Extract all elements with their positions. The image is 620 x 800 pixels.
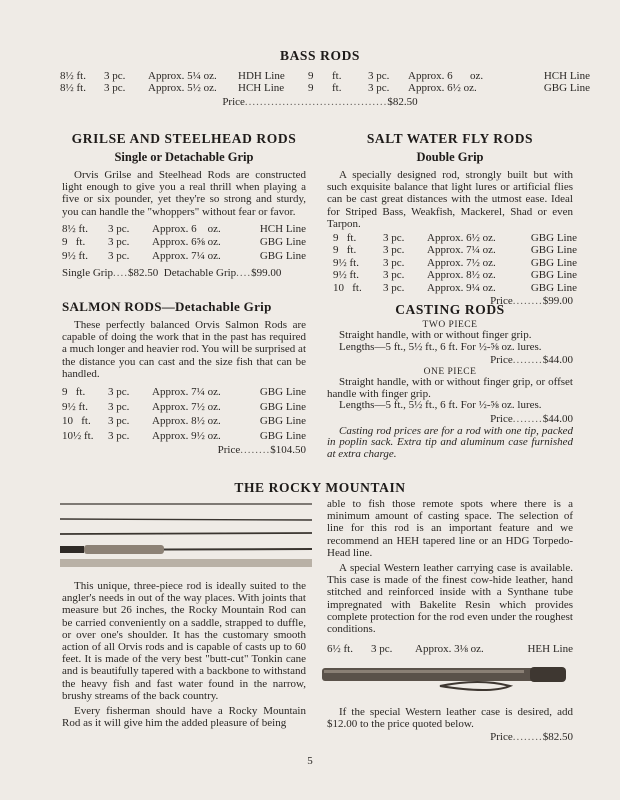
spec-cell: 3 pc. xyxy=(104,82,126,95)
salt-water-subtitle: Double Grip xyxy=(416,150,484,164)
spec-cell: Approx. 8½ oz. xyxy=(152,415,221,428)
two-piece-price-line: Price........$44.00 xyxy=(490,354,573,366)
spec-cell xyxy=(470,82,530,94)
spec-cell: 9 ft. xyxy=(62,386,86,399)
spec-cell: 9 xyxy=(308,82,314,95)
spec-cell: 3 pc. xyxy=(383,256,405,269)
bass-rods-section xyxy=(40,48,600,110)
spec-cell: HEH Line xyxy=(527,643,573,656)
price-value: $44.00 xyxy=(542,354,573,366)
bass-rods-title: BASS RODS xyxy=(279,48,361,63)
spec-cell: Approx. 6½ oz. xyxy=(408,82,477,95)
bass-rods-price-line: Price......................................$82.50 xyxy=(222,95,418,108)
salmon-spec-table xyxy=(62,385,306,443)
spec-cell: ft. xyxy=(332,82,342,95)
spec-cell: 8½ ft. xyxy=(60,70,86,82)
spec-cell: 3 pc. xyxy=(108,236,130,249)
spec-cell: 8½ ft. xyxy=(62,222,88,235)
salt-water-spec-table xyxy=(327,232,577,294)
spec-cell: Approx. 7½ oz. xyxy=(152,400,221,413)
single-grip-price: $82.50 xyxy=(128,267,159,280)
detachable-grip-price: $99.00 xyxy=(251,267,282,280)
spec-cell: 10 ft. xyxy=(62,415,91,428)
rocky-spec-table xyxy=(327,643,573,655)
grilse-title: GRILSE AND STEELHEAD RODS xyxy=(71,131,297,146)
spec-cell: 9 ft. xyxy=(333,244,357,257)
spec-cell: 3 pc. xyxy=(108,222,130,235)
spec-cell: Approx. 7¼ oz. xyxy=(152,386,221,399)
grilse-subtitle: Single or Detachable Grip xyxy=(114,150,254,164)
spec-cell: 3 pc. xyxy=(108,249,130,262)
price-label: Price xyxy=(490,731,513,744)
leather-rod-case-photo xyxy=(320,664,578,696)
spec-cell: Approx. 5½ oz. xyxy=(148,82,217,95)
spec-cell: 9½ ft. xyxy=(62,400,88,413)
spec-cell: 10 ft. xyxy=(333,281,362,294)
price-value: $44.00 xyxy=(542,412,573,425)
spec-cell: GBG Line xyxy=(530,269,577,282)
price-label: Price xyxy=(490,412,513,425)
spec-cell: GBG Line xyxy=(259,249,306,262)
grilse-description: Orvis Grilse and Steelhead Rods are constructed light enough to give you a real thrill when playing a five or six pounder, yet they're so strong and sturdy, you can handle the "whoppers" without fear or favor. xyxy=(62,169,306,218)
spec-cell: 9½ ft. xyxy=(62,249,88,262)
casting-note: Casting rod prices are for a rod with one tip, packed in poplin sack. Extra tip and aluminum case furnished at extra charge. xyxy=(327,424,573,460)
spec-cell: 3 pc. xyxy=(108,400,130,413)
spec-cell: 8½ ft. xyxy=(60,82,86,95)
rocky-paragraph-2: Every fisherman should have a Rocky Mountain Rod as it will give him the added pleasure of being xyxy=(62,705,306,730)
spec-cell: Approx. 6 oz. xyxy=(152,222,221,235)
spec-cell: Approx. 7¼ oz. xyxy=(427,244,496,257)
salt-water-fly-rods-section xyxy=(327,131,577,308)
single-grip-label: Single Grip xyxy=(62,267,114,280)
spec-cell: GBG Line xyxy=(530,281,577,294)
rocky-case-note-block xyxy=(327,706,573,744)
grilse-price-line: Single Grip....$82.50 Detachable Grip....$99.00 xyxy=(62,267,282,280)
spec-cell: 9½ ft. xyxy=(333,256,359,269)
spec-cell: 3 pc. xyxy=(371,643,393,656)
spec-cell: Approx. 7¼ oz. xyxy=(152,249,221,262)
price-value: $82.50 xyxy=(387,95,418,108)
casting-rods-section xyxy=(327,302,573,460)
measuring-ruler xyxy=(60,559,312,567)
casting-title: CASTING RODS xyxy=(395,302,505,317)
spec-cell: HCH Line xyxy=(238,82,285,95)
rocky-case-note: If the special Western leather case is desired, add $12.00 to the price quoted below. xyxy=(327,706,573,731)
rocky-mountain-rod-photo xyxy=(58,500,314,570)
one-piece-line1: Straight handle, with or without finger grip, or offset handle with finger grip. xyxy=(327,376,573,400)
spec-cell: 3 pc. xyxy=(108,386,130,399)
spec-cell: 3 pc. xyxy=(368,70,390,82)
spec-cell: GBG Line xyxy=(530,244,577,257)
spec-cell: 9 ft. xyxy=(62,236,86,249)
one-piece-heading: ONE PIECE xyxy=(423,367,477,377)
spec-cell: Approx. 3⅛ oz. xyxy=(415,643,484,656)
spec-cell: Approx. 8½ oz. xyxy=(427,269,496,282)
spec-cell: GBG Line xyxy=(259,415,306,428)
price-label: Price xyxy=(490,354,513,366)
spec-cell: 9½ ft. xyxy=(333,269,359,282)
spec-cell: GBG Line xyxy=(259,429,306,442)
rod-mid-section xyxy=(60,533,312,534)
rod-butt-section xyxy=(60,545,312,554)
rocky-price-line: Price........$82.50 xyxy=(490,731,573,744)
rocky-right-column xyxy=(327,498,573,656)
spec-cell: 9 ft. xyxy=(333,232,357,245)
spec-cell: 3 pc. xyxy=(108,415,130,428)
price-label: Price xyxy=(217,444,241,457)
spec-cell: Approx. 5¼ oz. xyxy=(148,70,217,82)
detachable-grip-label: Detachable Grip xyxy=(163,267,237,280)
spec-cell: Approx. 6⅝ oz. xyxy=(152,236,221,249)
rocky-left-column xyxy=(62,580,306,729)
spec-cell: Approx. 6½ oz. xyxy=(427,232,496,245)
rocky-paragraph-4: A special Western leather carrying case is available. This case is made of the finest cow-hide leather, hand stitched and reinforced inside with a Synthane tube impregnated with Bakelite Resin which provides complete protection for the rod even under the roughest conditions. xyxy=(327,562,573,636)
two-piece-line1: Straight handle, with or without finger grip. xyxy=(339,329,532,341)
spec-cell: 10½ ft. xyxy=(62,429,94,442)
spec-cell: 6½ ft. xyxy=(327,643,353,656)
spec-cell: oz. xyxy=(470,70,484,82)
rod-tip-section-2 xyxy=(60,519,312,520)
spec-cell: 3 pc. xyxy=(383,281,405,294)
spec-cell: Approx. 9¼ oz. xyxy=(427,281,496,294)
spec-cell: GBG Line xyxy=(543,82,590,95)
salmon-price-line: Price........$104.50 xyxy=(217,444,306,457)
salt-water-title: SALT WATER FLY RODS xyxy=(366,131,534,146)
spec-cell: GBG Line xyxy=(259,400,306,413)
spec-cell: GBG Line xyxy=(530,232,577,245)
price-value: $104.50 xyxy=(270,444,306,457)
spec-cell: Approx. 6 xyxy=(408,70,453,82)
spec-cell: GBG Line xyxy=(530,256,577,269)
price-value: $82.50 xyxy=(542,731,573,744)
spec-cell: HDH Line xyxy=(238,70,285,82)
price-label: Price xyxy=(490,295,513,308)
bass-rods-spec-table xyxy=(60,70,600,95)
spec-cell: GBG Line xyxy=(259,236,306,249)
salt-water-description: A specially designed rod, strongly built but with such exquisite balance that light lures or artificial flies can be cast great distances with the utmost ease. Ideal for Striped Bass, Weakfish, Mackerel, Shad or even Tarpon. xyxy=(327,169,573,230)
spec-cell: 3 pc. xyxy=(383,269,405,282)
rocky-mountain-title: THE ROCKY MOUNTAIN xyxy=(234,480,406,495)
spec-cell: 3 pc. xyxy=(383,232,405,245)
spec-cell: Approx. 9½ oz. xyxy=(152,429,221,442)
salmon-description: These perfectly balanced Orvis Salmon Rods are capable of doing the work that in the past has required a much longer and heavier rod. You will be surprised at the distance you can cast and the size fish that can be handled. xyxy=(62,319,306,380)
spec-cell: Approx. 7½ oz. xyxy=(427,256,496,269)
salmon-rods-section xyxy=(62,299,306,457)
spec-cell: 3 pc. xyxy=(108,429,130,442)
salt-water-price-line: Price........$99.00 xyxy=(490,295,573,308)
spec-cell: HCH Line xyxy=(543,70,590,82)
spec-cell: 3 pc. xyxy=(383,244,405,257)
one-piece-line2: Lengths—5 ft., 5½ ft., 6 ft. For ½-⅝ oz. lures. xyxy=(339,399,542,411)
spec-cell: GBG Line xyxy=(259,386,306,399)
page-number: 5 xyxy=(307,755,313,767)
rocky-paragraph-1: This unique, three-piece rod is ideally suited to the angler's needs in out of the way places. With joints that measure but 26 inches, the Rocky Mountain Rod can be carried conveniently on a saddle, strapped to duffle, or over one's shoulder. It has the customary smooth action of all Orvis rods and is capable of casts up to 60 feet. It is made of the very best "butt-cut" Tonkin cane and is beautifully tapered with a backbone to withstand the heavy fish and fast water found in the narrow, brushy streams of the back country. xyxy=(62,580,306,702)
spec-cell: 9 xyxy=(308,70,314,82)
grilse-spec-table xyxy=(62,223,306,264)
spec-cell: 3 pc. xyxy=(368,82,390,95)
spec-cell: HCH Line xyxy=(259,222,306,235)
salmon-title: SALMON RODS—Detachable Grip xyxy=(62,299,272,314)
rocky-paragraph-3: able to fish those remote spots where there is a minimum amount of casting space. The selection of line for this rod is an important feature and we recommend an HEH tapered line or an HDG Torpedo-Head line. xyxy=(327,498,573,559)
one-piece-price-line: Price........$44.00 xyxy=(490,412,573,425)
two-piece-heading: TWO PIECE xyxy=(422,320,478,330)
price-label: Price xyxy=(222,95,245,108)
spec-cell: ft. xyxy=(332,70,342,82)
price-value: $99.00 xyxy=(542,295,573,308)
grilse-steelhead-section xyxy=(62,131,306,280)
spec-cell: 3 pc. xyxy=(104,70,126,82)
two-piece-line2: Lengths—5 ft., 5½ ft., 6 ft. For ½-⅝ oz. lures. xyxy=(339,340,542,353)
